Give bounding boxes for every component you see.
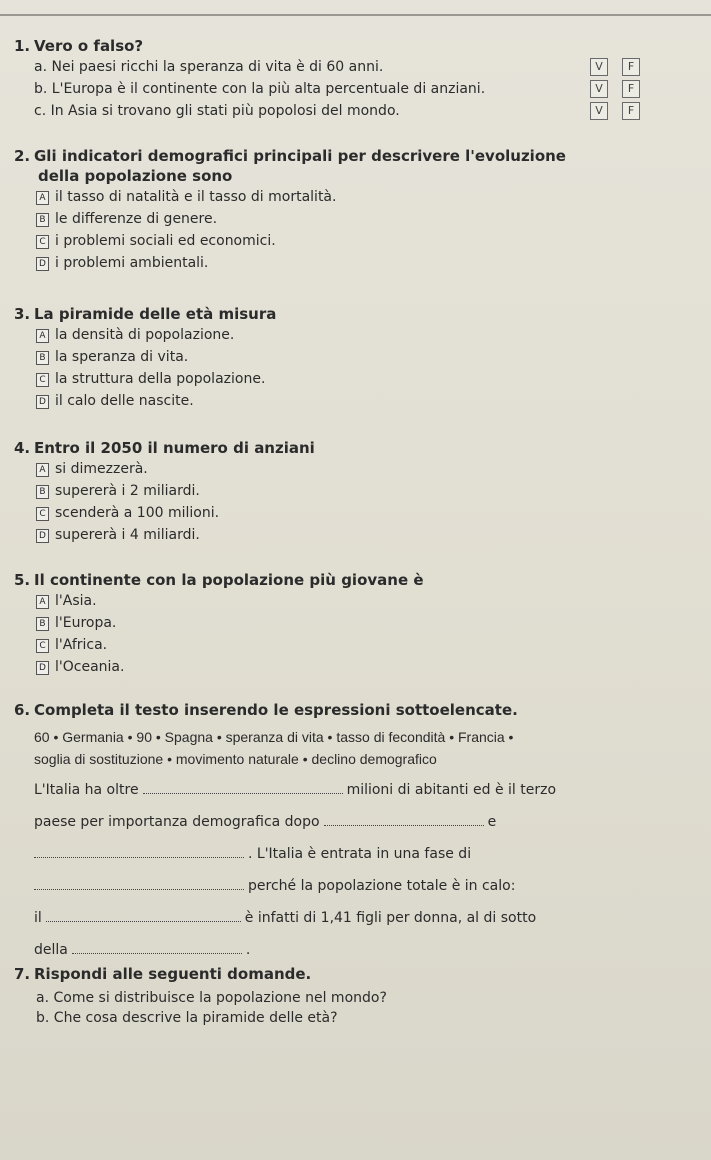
blank-6[interactable] <box>72 939 242 954</box>
word-bank-line-1: 60 • Germania • 90 • Spagna • speranza di vita • tasso di fecondità • Francia • <box>34 729 514 745</box>
false-checkbox-a[interactable]: F <box>622 58 640 76</box>
option-box-b[interactable]: B <box>36 213 49 227</box>
option-4b[interactable]: B supererà i 2 miliardi. <box>14 480 694 502</box>
option-box-c[interactable]: C <box>36 639 49 653</box>
cloze-line-6: della . <box>14 934 694 966</box>
true-checkbox-a[interactable]: V <box>590 58 608 76</box>
option-box-c[interactable]: C <box>36 235 49 249</box>
cloze-line-1: L'Italia ha oltre milioni di abitanti ed è il terzo <box>14 774 694 806</box>
question-2 <box>14 146 694 274</box>
top-rule <box>0 14 711 16</box>
tf-item-b: b. L'Europa è il continente con la più alta percentuale di anziani. V F <box>14 78 694 100</box>
blank-2[interactable] <box>324 811 484 826</box>
cloze-line-3: . L'Italia è entrata in una fase di <box>14 838 694 870</box>
option-2d[interactable]: D i problemi ambientali. <box>14 252 694 274</box>
blank-4[interactable] <box>34 875 244 890</box>
option-4d[interactable]: D supererà i 4 miliardi. <box>14 524 694 546</box>
option-4a[interactable]: A si dimezzerà. <box>14 458 694 480</box>
true-checkbox-c[interactable]: V <box>590 102 608 120</box>
question-1-title: 1. Vero o falso? <box>14 37 144 55</box>
option-box-b[interactable]: B <box>36 617 49 631</box>
question-5-title: 5. Il continente con la popolazione più giovane è <box>14 571 424 589</box>
option-3c[interactable]: C la struttura della popolazione. <box>14 368 694 390</box>
question-1 <box>14 36 694 122</box>
option-box-a[interactable]: A <box>36 595 49 609</box>
option-5c[interactable]: C l'Africa. <box>14 634 694 656</box>
word-bank-line-2: soglia di sostituzione • movimento naturale • declino demografico <box>34 751 437 767</box>
cloze-line-5: il è infatti di 1,41 figli per donna, al di sotto <box>14 902 694 934</box>
question-3 <box>14 304 694 412</box>
option-box-a[interactable]: A <box>36 191 49 205</box>
option-2c[interactable]: C i problemi sociali ed economici. <box>14 230 694 252</box>
open-question-b: b. Che cosa descrive la piramide delle età? <box>36 1010 338 1026</box>
option-4c[interactable]: C scenderà a 100 milioni. <box>14 502 694 524</box>
false-checkbox-b[interactable]: F <box>622 80 640 98</box>
question-2-title: 2. Gli indicatori demografici principali per descrivere l'evoluzione <box>14 147 566 165</box>
option-box-a[interactable]: A <box>36 329 49 343</box>
option-box-b[interactable]: B <box>36 351 49 365</box>
option-5b[interactable]: B l'Europa. <box>14 612 694 634</box>
tf-item-c: c. In Asia si trovano gli stati più popolosi del mondo. V F <box>14 100 694 122</box>
option-box-a[interactable]: A <box>36 463 49 477</box>
question-6 <box>14 700 694 966</box>
open-question-a: a. Come si distribuisce la popolazione nel mondo? <box>36 990 387 1006</box>
question-4-title: 4. Entro il 2050 il numero di anziani <box>14 439 315 457</box>
option-2a[interactable]: A il tasso di natalità e il tasso di mortalità. <box>14 186 694 208</box>
option-5a[interactable]: A l'Asia. <box>14 590 694 612</box>
option-3d[interactable]: D il calo delle nascite. <box>14 390 694 412</box>
option-2b[interactable]: B le differenze di genere. <box>14 208 694 230</box>
question-3-title: 3. La piramide delle età misura <box>14 305 277 323</box>
option-box-d[interactable]: D <box>36 395 49 409</box>
option-5d[interactable]: D l'Oceania. <box>14 656 694 678</box>
cloze-line-4: perché la popolazione totale è in calo: <box>14 870 694 902</box>
option-box-d[interactable]: D <box>36 257 49 271</box>
blank-1[interactable] <box>143 779 343 794</box>
question-7 <box>14 964 694 1028</box>
option-box-c[interactable]: C <box>36 373 49 387</box>
question-5 <box>14 570 694 678</box>
option-3a[interactable]: A la densità di popolazione. <box>14 324 694 346</box>
question-7-title: 7. Rispondi alle seguenti domande. <box>14 965 312 983</box>
true-checkbox-b[interactable]: V <box>590 80 608 98</box>
question-2-title-cont: della popolazione sono <box>38 167 233 185</box>
option-box-c[interactable]: C <box>36 507 49 521</box>
option-box-b[interactable]: B <box>36 485 49 499</box>
question-6-title: 6. Completa il testo inserendo le espressioni sottoelencate. <box>14 701 518 719</box>
tf-item-a: a. Nei paesi ricchi la speranza di vita è di 60 anni. V F <box>14 56 694 78</box>
false-checkbox-c[interactable]: F <box>622 102 640 120</box>
cloze-line-2: paese per importanza demografica dopo e <box>14 806 694 838</box>
option-3b[interactable]: B la speranza di vita. <box>14 346 694 368</box>
blank-3[interactable] <box>34 843 244 858</box>
option-box-d[interactable]: D <box>36 529 49 543</box>
blank-5[interactable] <box>46 907 241 922</box>
option-box-d[interactable]: D <box>36 661 49 675</box>
question-4 <box>14 438 694 546</box>
